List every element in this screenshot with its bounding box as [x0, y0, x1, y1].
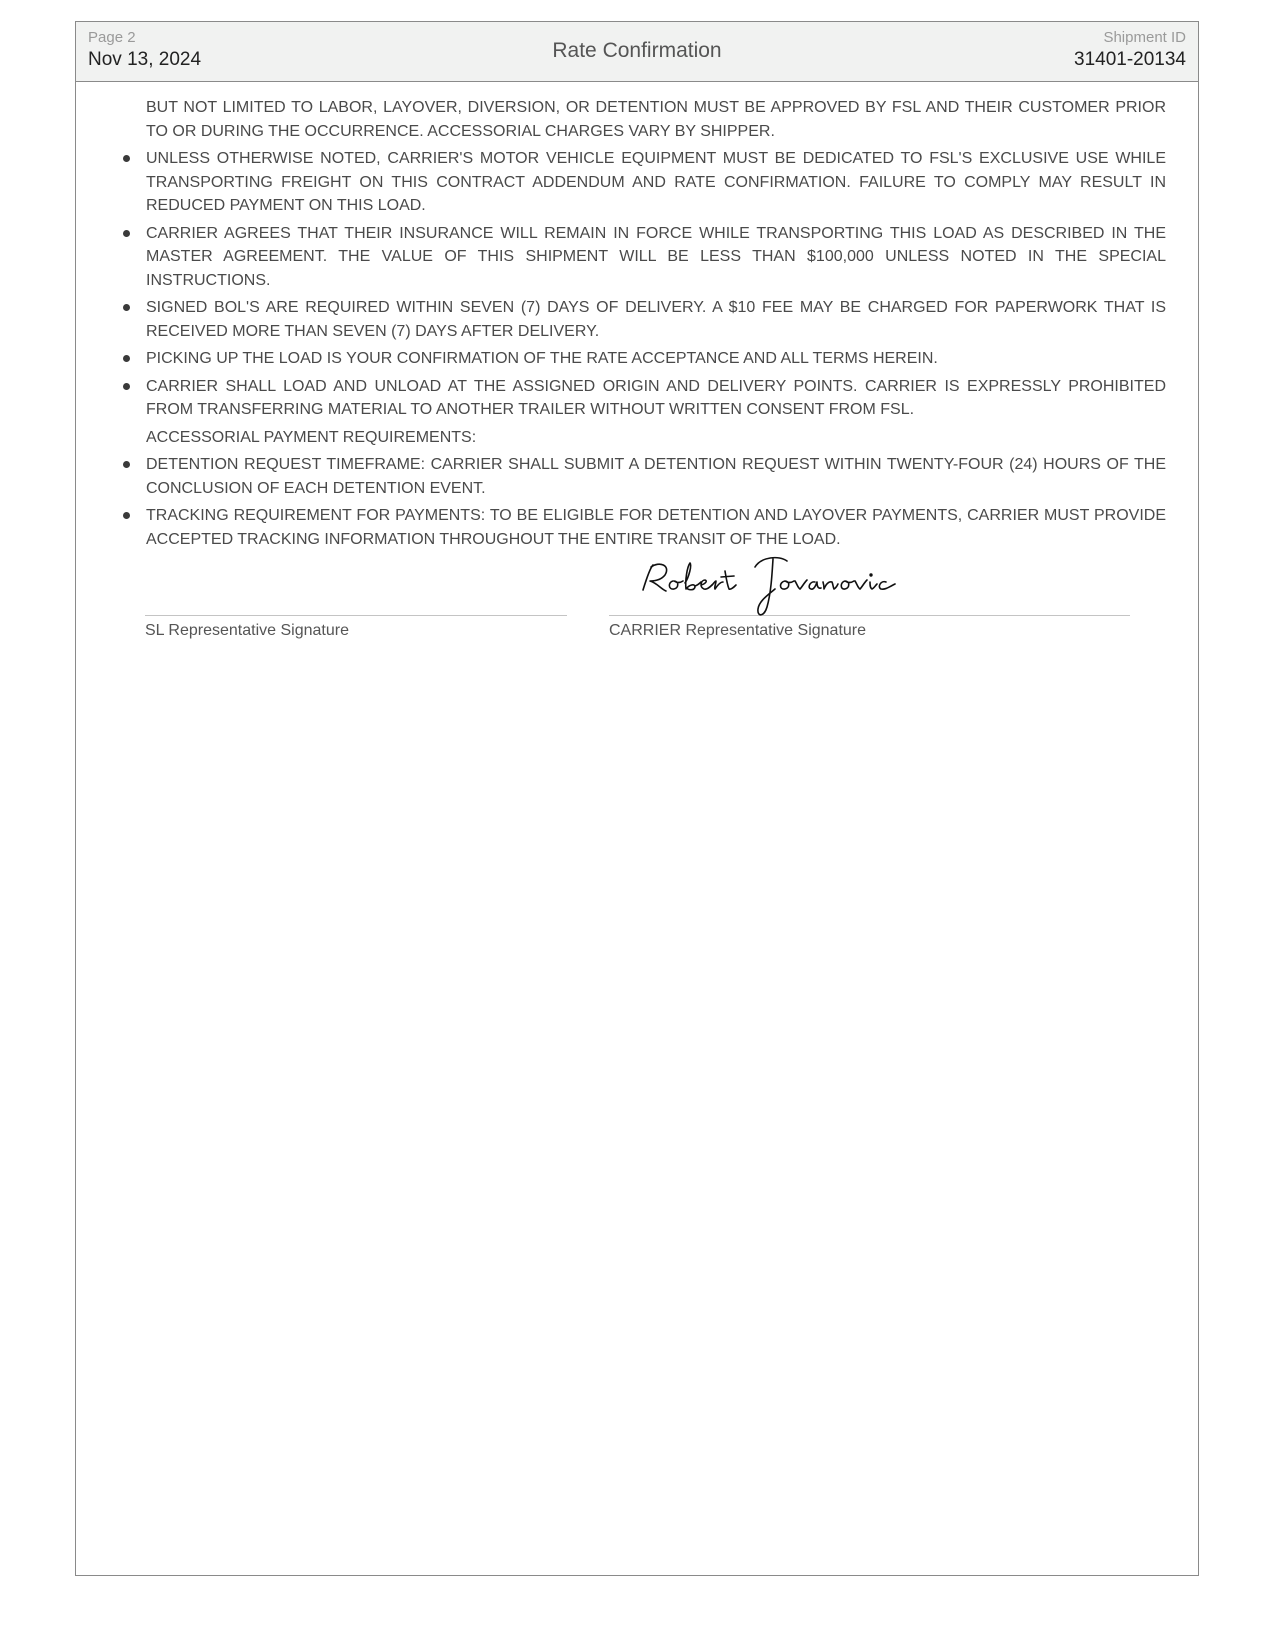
sl-signature-label: SL Representative Signature	[145, 622, 349, 639]
term-bullet: UNLESS OTHERWISE NOTED, CARRIER'S MOTOR VEHICLE EQUIPMENT MUST BE DEDICATED TO FSL'S EXCLUSIVE USE WHILE TRANSPORTING FREIGHT ON THIS CONTRACT ADDENDUM AND RATE CONFIRMATION. FAILURE TO COMPLY MAY RESULT IN REDUCED PAYMENT ON THIS LOAD.	[146, 147, 1166, 218]
header-right	[1074, 29, 1186, 73]
term-paragraph: BUT NOT LIMITED TO LABOR, LAYOVER, DIVERSION, OR DETENTION MUST BE APPROVED BY FSL AND THEIR CUSTOMER PRIOR TO OR DURING THE OCCURRENCE. ACCESSORIAL CHARGES VARY BY SHIPPER.	[146, 99, 1166, 140]
carrier-signature-label: CARRIER Representative Signature	[609, 622, 867, 639]
document-title: Rate Confirmation	[552, 39, 722, 62]
term-bullet: TRACKING REQUIREMENT FOR PAYMENTS: TO BE ELIGIBLE FOR DETENTION AND LAYOVER PAYMENTS, CARRIER MUST PROVIDE ACCEPTED TRACKING INFORMATION THROUGHOUT THE ENTIRE TRANSIT OF THE LOAD.	[146, 504, 1166, 551]
handwritten-signature	[637, 553, 917, 635]
terms-list	[146, 96, 1166, 555]
document-date: Nov 13, 2024	[88, 49, 202, 70]
document-page	[75, 21, 1199, 1576]
term-bullet: CARRIER AGREES THAT THEIR INSURANCE WILL REMAIN IN FORCE WHILE TRANSPORTING THIS LOAD AS DESCRIBED IN THE MASTER AGREEMENT. THE VALUE OF THIS SHIPMENT WILL BE LESS THAN $100,000 UNLESS NOTED IN THE SPECIAL INSTRUCTIONS.	[146, 222, 1166, 293]
term-bullet: DETENTION REQUEST TIMEFRAME: CARRIER SHALL SUBMIT A DETENTION REQUEST WITHIN TWENTY-FOUR (24) HOURS OF THE CONCLUSION OF EACH DETENTION EVENT.	[146, 453, 1166, 500]
sl-signature-line	[145, 615, 567, 616]
accessorial-heading: ACCESSORIAL PAYMENT REQUIREMENTS:	[146, 428, 477, 446]
term-bullet: SIGNED BOL'S ARE REQUIRED WITHIN SEVEN (7) DAYS OF DELIVERY. A $10 FEE MAY BE CHARGED FOR PAPERWORK THAT IS RECEIVED MORE THAN SEVEN (7) DAYS AFTER DELIVERY.	[146, 296, 1166, 343]
term-bullet: PICKING UP THE LOAD IS YOUR CONFIRMATION OF THE RATE ACCEPTANCE AND ALL TERMS HEREIN.	[146, 347, 1166, 371]
shipment-id-label: Shipment ID	[1103, 29, 1186, 46]
shipment-id: 31401-20134	[1074, 49, 1186, 70]
term-bullet: CARRIER SHALL LOAD AND UNLOAD AT THE ASSIGNED ORIGIN AND DELIVERY POINTS. CARRIER IS EXPRESSLY PROHIBITED FROM TRANSFERRING MATERIAL TO ANOTHER TRAILER WITHOUT WRITTEN CONSENT FROM FSL.	[146, 375, 1166, 422]
page-number: Page 2	[88, 29, 136, 46]
signature-section	[145, 565, 1135, 645]
page-header	[76, 22, 1198, 82]
